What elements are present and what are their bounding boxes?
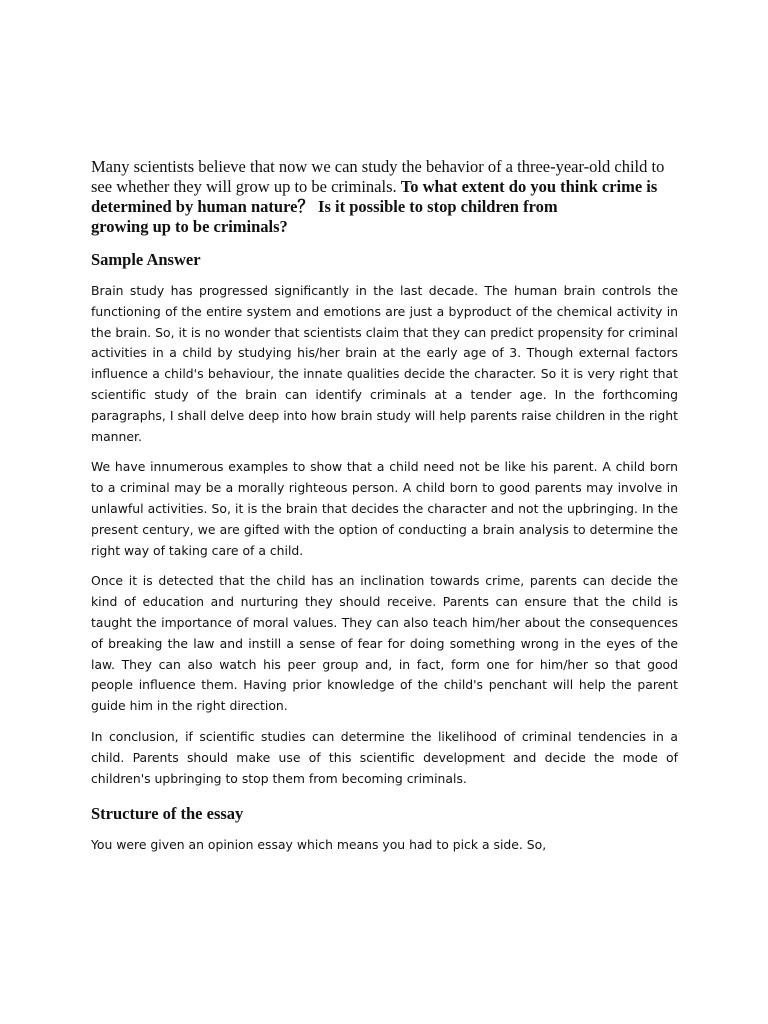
prompt-question-part1: To what extent do you think crime is determined by human nature: [91, 177, 658, 216]
prompt-question-part2: Is it possible to stop children from: [313, 197, 558, 216]
answer-paragraph-4: In conclusion, if scientific studies can determine the likelihood of criminal tendencies in a child. Parents should make use of this scientific development and decide the mode of children's upbringing to stop them from becoming criminals.: [91, 728, 678, 786]
answer-paragraph-2: We have innumerous examples to show that a child need not be like his parent. A child born to a criminal may be a morally righteous person. A child born to good parents may involve in unlawful activities. So, it is the brain that decides the character and not the upbringing. In the present century, we are gifted with the option of conducting a brain analysis to determine the right way of taking care of a child.: [91, 459, 678, 558]
document-page: [91, 157, 678, 866]
prompt-question-part3: growing up to be criminals?: [91, 217, 288, 236]
structure-heading: Structure of the essay: [91, 804, 244, 824]
answer-paragraph-3: Once it is detected that the child has an inclination towards crime, parents can decide the kind of education and nurturing they should receive. Parents can ensure that the child is taught the importance of moral values. They can also teach him/her about the consequences of breaking the law and instill a sense of fear for doing something wrong in the eyes of the law. They can also watch his peer group and, in fact, form one for him/her so that good people influence them. Having prior knowledge of the child's penchant will help the parent guide him in the right direction.: [91, 573, 678, 714]
sample-answer-heading: Sample Answer: [91, 250, 201, 269]
essay-prompt: [91, 157, 678, 237]
answer-paragraph-1: Brain study has progressed significantly in the last decade. The human brain controls the functioning of the entire system and emotions are just a byproduct of the chemical activity in the brain. So, it is no wonder that scientists claim that they can predict propensity for criminal activities in a child by studying his/her brain at the early age of 3. Though external factors influence a child's behaviour, the innate qualities decide the character. So it is very right that scientific study of the brain can identify criminals at a tender age. In the forthcoming paragraphs, I shall delve deep into how brain study will help parents raise children in the right manner.: [91, 283, 678, 444]
structure-paragraph: You were given an opinion essay which means you had to pick a side. So,: [91, 837, 547, 853]
prompt-question-mark: ？: [297, 197, 314, 216]
prompt-intro: Many scientists believe that now we can study the behavior of a three-year-old child to see whether they will grow up to be criminals.: [91, 157, 665, 196]
